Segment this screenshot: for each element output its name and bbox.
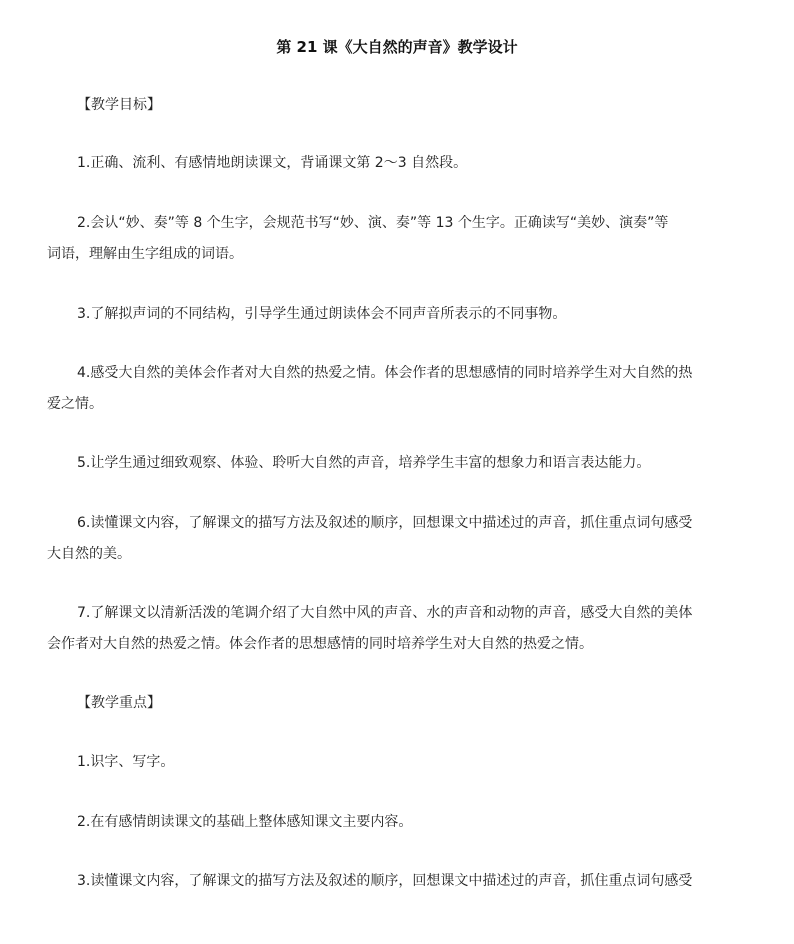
key-point-item-3-line-1: 3.读懂课文内容，了解课文的描写方法及叙述的顺序，回想课文中描述过的声音，抓住重点词句感受 [77,873,693,889]
goal-item-7-line-2: 会作者对大自然的热爱之情。体会作者的思想感情的同时培养学生对大自然的热爱之情。 [47,636,593,652]
goal-item-2-line-1: 2.会认“妙、奏”等 8 个生字，会规范书写“妙、演、奏”等 13 个生字。正确读写“美妙、演奏”等 [77,215,669,231]
goal-item-2-line-2: 词语，理解由生字组成的词语。 [47,246,243,262]
goal-item-5-line-1: 5.让学生通过细致观察、体验、聆听大自然的声音，培养学生丰富的想象力和语言表达能力。 [77,455,651,471]
section-heading-key-points: 【教学重点】 [77,695,161,711]
goal-item-4-line-2: 爱之情。 [47,396,103,412]
goal-item-6-line-1: 6.读懂课文内容，了解课文的描写方法及叙述的顺序，回想课文中描述过的声音，抓住重点词句感受 [77,515,693,531]
goal-item-1 [47,148,757,179]
goal-item-7 [47,598,757,660]
goal-item-3 [47,299,757,330]
goal-item-6 [47,508,757,570]
key-point-item-1-line-1: 1.识字、写字。 [77,754,175,770]
goal-item-6-line-2: 大自然的美。 [47,546,131,562]
goal-item-2 [47,208,757,270]
goal-item-4-line-1: 4.感受大自然的美体会作者对大自然的热爱之情。体会作者的思想感情的同时培养学生对大自然的热 [77,365,693,381]
document-title: 第 21 课《大自然的声音》教学设计 [276,38,518,56]
section-heading-goals: 【教学目标】 [77,97,161,113]
goal-item-5 [47,448,757,479]
goal-item-1-line-1: 1.正确、流利、有感情地朗读课文，背诵课文第 2～3 自然段。 [77,155,468,171]
goal-item-7-line-1: 7.了解课文以清新活泼的笔调介绍了大自然中风的声音、水的声音和动物的声音，感受大自然的美体 [77,605,693,621]
key-point-item-2 [47,807,757,838]
key-point-item-1 [47,747,757,778]
goal-item-4 [47,358,757,420]
key-point-item-3 [47,866,757,897]
key-point-item-2-line-1: 2.在有感情朗读课文的基础上整体感知课文主要内容。 [77,814,413,830]
goal-item-3-line-1: 3.了解拟声词的不同结构，引导学生通过朗读体会不同声音所表示的不同事物。 [77,306,567,322]
